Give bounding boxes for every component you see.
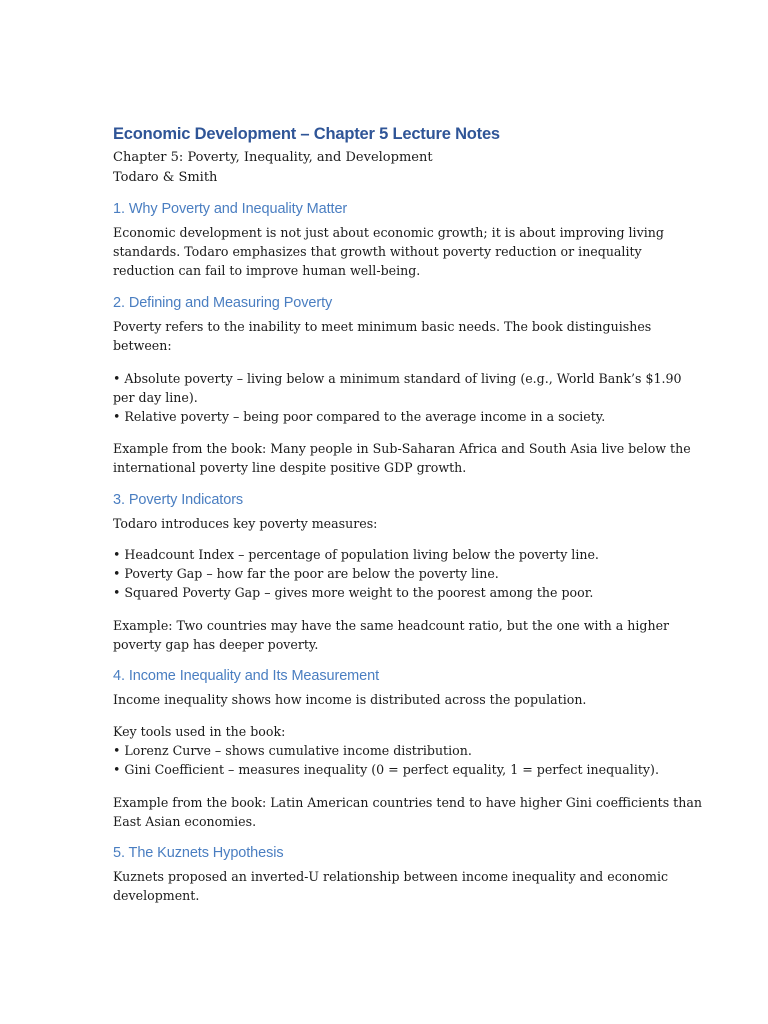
text-line: Example from the book: Latin American countries tend to have higher Gini coefficients than (113, 795, 702, 810)
section-paragraph (113, 793, 702, 831)
text-line: reduction can fail to improve human well-being. (113, 263, 421, 278)
text-line: Income inequality shows how income is distributed across the population. (113, 692, 587, 707)
section-paragraph (113, 690, 658, 709)
section-paragraph (113, 867, 669, 905)
section-paragraph (113, 616, 670, 654)
bullet-item: • Lorenz Curve – shows cumulative income distribution. (113, 743, 472, 758)
section-heading: 1. Why Poverty and Inequality Matter (113, 201, 348, 217)
section-paragraph (113, 514, 658, 533)
bullet-item: • Squared Poverty Gap – gives more weight to the poorest among the poor. (113, 585, 594, 600)
text-line: poverty gap has deeper poverty. (113, 637, 319, 652)
bullet-list (113, 369, 682, 426)
text-line: between: (113, 338, 172, 353)
document-authors: Todaro & Smith (113, 170, 218, 185)
document-subtitle: Chapter 5: Poverty, Inequality, and Development (113, 150, 433, 165)
text-line: Kuznets proposed an inverted-U relationship between income inequality and economic (113, 869, 669, 884)
section-heading: 5. The Kuznets Hypothesis (113, 845, 284, 861)
bullet-item: • Headcount Index – percentage of population living below the poverty line. (113, 547, 599, 562)
text-line: Key tools used in the book: (113, 724, 286, 739)
text-line: East Asian economies. (113, 814, 257, 829)
text-line: Todaro introduces key poverty measures: (113, 516, 378, 531)
text-line: Example from the book: Many people in Sub-Saharan Africa and South Asia live below the (113, 441, 691, 456)
text-line: standards. Todaro emphasizes that growth without poverty reduction or inequality (113, 244, 642, 259)
bullet-list (113, 545, 658, 602)
bullet-item: • Poverty Gap – how far the poor are below the poverty line. (113, 566, 499, 581)
text-line: Economic development is not just about economic growth; it is about improving living (113, 225, 664, 240)
bullet-item: • Gini Coefficient – measures inequality (0 = perfect equality, 1 = perfect inequality). (113, 762, 659, 777)
text-line: international poverty line despite positive GDP growth. (113, 460, 467, 475)
text-line: Example: Two countries may have the same headcount ratio, but the one with a higher (113, 618, 670, 633)
bullet-item: • Relative poverty – being poor compared to the average income in a society. (113, 409, 606, 424)
section-paragraph (113, 223, 664, 280)
text-line: development. (113, 888, 200, 903)
bullet-item: per day line). (113, 390, 198, 405)
bullet-list (113, 722, 658, 779)
document-title: Economic Development – Chapter 5 Lecture Notes (113, 125, 500, 143)
section-paragraph (113, 439, 691, 477)
text-line: Poverty refers to the inability to meet minimum basic needs. The book distinguishes (113, 319, 652, 334)
section-heading: 3. Poverty Indicators (113, 492, 244, 508)
section-heading: 4. Income Inequality and Its Measurement (113, 668, 380, 684)
section-heading: 2. Defining and Measuring Poverty (113, 295, 333, 311)
bullet-item: • Absolute poverty – living below a minimum standard of living (e.g., World Bank’s $1.90 (113, 371, 682, 386)
section-paragraph (113, 317, 658, 355)
